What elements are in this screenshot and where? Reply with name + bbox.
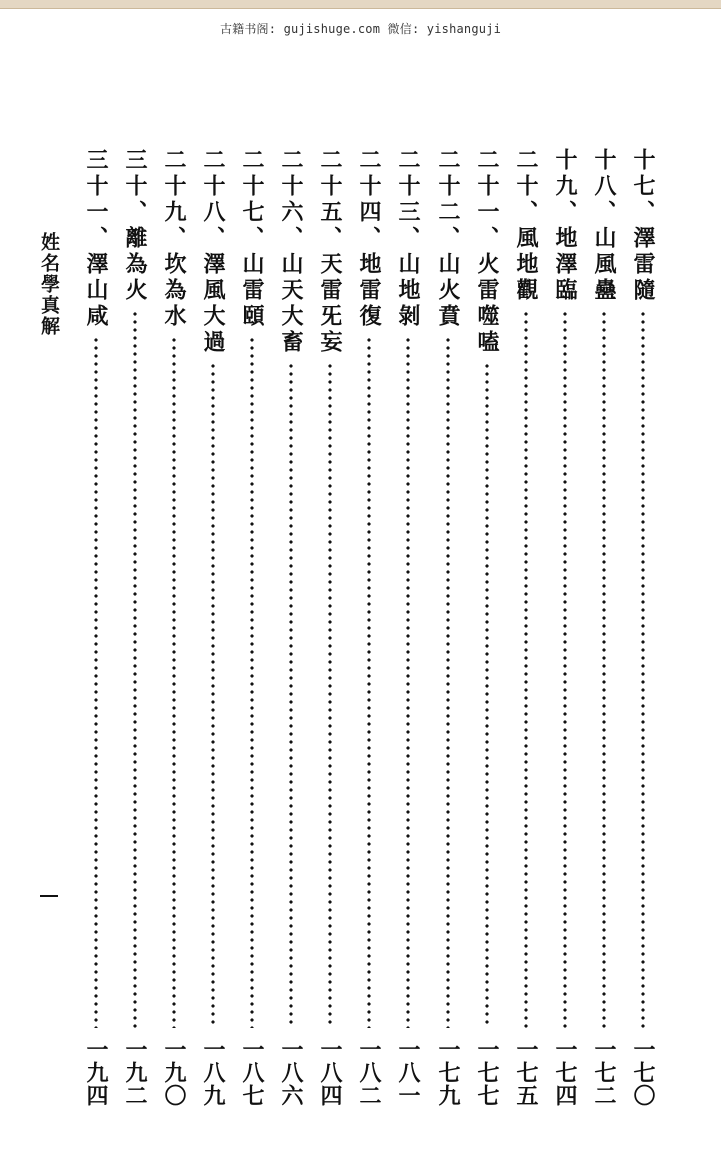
book-title: 姓名學真解 xyxy=(38,232,60,337)
toc-entry[interactable] xyxy=(433,148,463,1108)
toc-entry-page: 一七五 xyxy=(513,1038,539,1107)
toc-entry-title: 二十、風地觀 xyxy=(513,148,539,304)
toc-leader-dots xyxy=(172,336,176,1028)
toc-leader-dots xyxy=(94,336,98,1028)
toc-entry[interactable] xyxy=(628,148,658,1108)
toc-leader-dots xyxy=(133,310,137,1028)
toc-entry-page: 一八七 xyxy=(239,1038,265,1107)
toc-entry-page: 一九四 xyxy=(83,1038,109,1107)
watermark-text: 古籍书阁: gujishuge.com 微信: yishanguji xyxy=(219,22,502,36)
toc-entry-page: 一八一 xyxy=(395,1038,421,1107)
toc-entry-page: 一八六 xyxy=(278,1038,304,1107)
toc-entry[interactable] xyxy=(159,148,189,1108)
toc-entry-page: 一九〇 xyxy=(161,1038,187,1107)
toc-leader-dots xyxy=(250,336,254,1028)
toc-entry-page: 一八九 xyxy=(200,1038,226,1107)
toc-entry-page: 一九二 xyxy=(122,1038,148,1107)
toc-entry[interactable] xyxy=(237,148,267,1108)
toc-entry-title: 十八、山風蠱 xyxy=(591,148,617,304)
toc-entry-title: 二十三、山地剝 xyxy=(395,148,421,330)
toc-leader-dots xyxy=(211,362,215,1028)
toc-entry-page: 一七四 xyxy=(552,1038,578,1107)
toc-entry-page: 一八二 xyxy=(356,1038,382,1107)
toc-entry[interactable] xyxy=(550,148,580,1108)
toc-leader-dots xyxy=(367,336,371,1028)
toc-leader-dots xyxy=(602,310,606,1028)
toc-entry-title: 十九、地澤臨 xyxy=(552,148,578,304)
toc-leader-dots xyxy=(446,336,450,1028)
toc-entry-page: 一七九 xyxy=(435,1038,461,1107)
toc-entry-title: 二十六、山天大畜 xyxy=(278,148,304,356)
toc-entry[interactable] xyxy=(393,148,423,1108)
toc-leader-dots xyxy=(328,362,332,1028)
toc-entry[interactable] xyxy=(354,148,384,1108)
toc-entry[interactable] xyxy=(589,148,619,1108)
toc-entry-title: 三十、離為火 xyxy=(122,148,148,304)
toc-entry-page: 一七二 xyxy=(591,1038,617,1107)
toc-entry[interactable] xyxy=(315,148,345,1108)
toc-leader-dots xyxy=(406,336,410,1028)
toc-entry[interactable] xyxy=(81,148,111,1108)
toc-entry-title: 十七、澤雷隨 xyxy=(630,148,656,304)
toc-entry[interactable] xyxy=(198,148,228,1108)
toc-entry-title: 三十一、澤山咸 xyxy=(83,148,109,330)
toc-entry[interactable] xyxy=(472,148,502,1108)
toc-entry-page: 一七〇 xyxy=(630,1038,656,1107)
toc-entry[interactable] xyxy=(276,148,306,1108)
toc-entry[interactable] xyxy=(120,148,150,1108)
toc-leader-dots xyxy=(524,310,528,1028)
toc-leader-dots xyxy=(485,362,489,1028)
toc-entry-title: 二十二、山火賁 xyxy=(435,148,461,330)
toc-entry-title: 二十九、坎為水 xyxy=(161,148,187,330)
toc-entry-title: 二十四、地雷復 xyxy=(356,148,382,330)
toc-entry-title: 二十五、天雷旡妄 xyxy=(317,148,343,356)
toc-entry-title: 二十八、澤風大過 xyxy=(200,148,226,356)
toc-leader-dots xyxy=(289,362,293,1028)
toc-entry-title: 二十一、火雷噬嗑 xyxy=(474,148,500,356)
toc-entry-page: 一七七 xyxy=(474,1038,500,1107)
toc-entry-title: 二十七、山雷頤 xyxy=(239,148,265,330)
toc-entry[interactable] xyxy=(511,148,541,1108)
toc-leader-dots xyxy=(563,310,567,1028)
toc-entry-page: 一八四 xyxy=(317,1038,343,1107)
toc-leader-dots xyxy=(641,310,645,1028)
